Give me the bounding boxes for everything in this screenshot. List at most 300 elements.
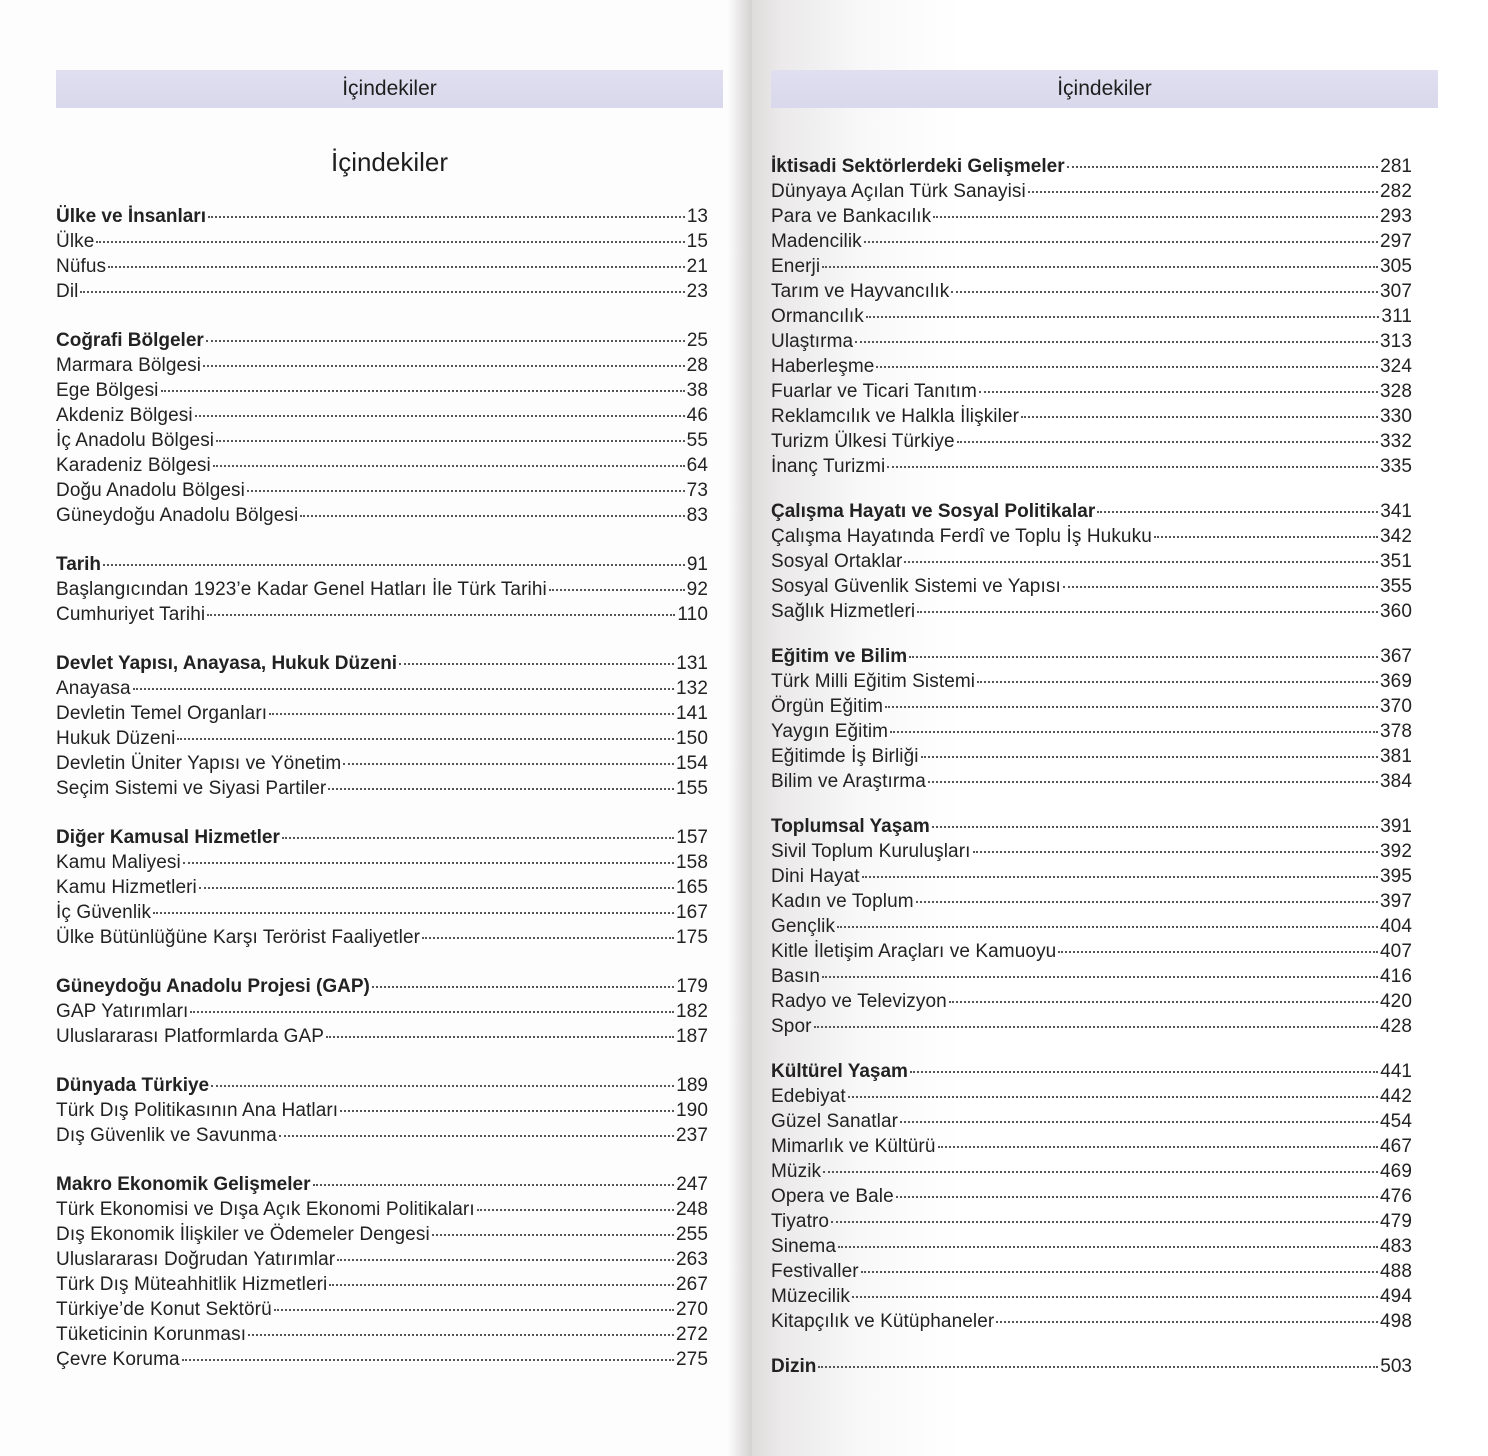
toc-entry[interactable] [56, 503, 708, 528]
page-number: 355 [1379, 576, 1412, 597]
page-number: 367 [1380, 646, 1412, 667]
dot-leader [216, 440, 685, 442]
page-number: 469 [1379, 1161, 1412, 1182]
entry-label: Devletin Temel Organları [56, 703, 268, 724]
entry-label: Dini Hayat [771, 866, 860, 887]
dot-leader [96, 241, 684, 243]
dot-leader [904, 561, 1378, 563]
toc-entry[interactable] [771, 864, 1412, 889]
toc-section-heading[interactable] [56, 552, 708, 577]
dot-leader [831, 1221, 1378, 1223]
entry-label: Kadın ve Toplum [771, 891, 914, 912]
entry-label: Türk Dış Politikasının Ana Hatları [56, 1100, 339, 1121]
dot-leader [477, 1209, 674, 1211]
dot-leader [182, 1359, 674, 1361]
page-number: 247 [676, 1174, 708, 1195]
toc-section-heading[interactable] [771, 499, 1412, 524]
dot-leader [153, 912, 674, 914]
dot-leader [928, 781, 1378, 783]
entry-label: Tiyatro [771, 1211, 830, 1232]
toc-entry[interactable] [771, 1014, 1412, 1039]
toc-entry[interactable] [56, 925, 708, 950]
toc-entry[interactable] [56, 1098, 708, 1123]
toc-entry[interactable] [771, 304, 1412, 329]
dot-leader [837, 926, 1378, 928]
entry-label: Dış Ekonomik İlişkiler ve Ödemeler Dengesi [56, 1224, 430, 1245]
page-number: 131 [676, 653, 708, 674]
toc-entry[interactable] [771, 1284, 1412, 1309]
entry-label: Edebiyat [771, 1086, 846, 1107]
toc-entry[interactable] [771, 989, 1412, 1014]
dot-leader [973, 851, 1378, 853]
section-title: Dizin [771, 1356, 817, 1377]
table-of-contents [771, 154, 1412, 1399]
entry-label: Tüketicinin Korunması [56, 1324, 247, 1345]
dot-leader [80, 291, 684, 293]
toc-entry[interactable] [56, 279, 708, 304]
toc-entry[interactable] [56, 1247, 708, 1272]
entry-label: Güzel Sanatlar [771, 1111, 899, 1132]
page-number: 328 [1379, 381, 1412, 402]
page-number: 330 [1379, 406, 1412, 427]
toc-entry[interactable] [56, 726, 708, 751]
toc-entry[interactable] [771, 939, 1412, 964]
dot-leader [203, 365, 685, 367]
toc-entry[interactable] [771, 329, 1412, 354]
dot-leader [549, 589, 685, 591]
entry-label: Türk Milli Eğitim Sistemi [771, 671, 976, 692]
page-number: 360 [1379, 601, 1412, 622]
toc-entry[interactable] [771, 719, 1412, 744]
page-number: 381 [1379, 746, 1412, 767]
page-number: 311 [1381, 306, 1412, 327]
entry-label: Marmara Bölgesi [56, 355, 202, 376]
toc-entry[interactable] [56, 478, 708, 503]
toc-section [56, 1073, 708, 1148]
toc-entry[interactable] [771, 769, 1412, 794]
toc-section-heading[interactable] [56, 974, 708, 999]
dot-leader [161, 390, 685, 392]
toc-entry[interactable] [56, 751, 708, 776]
page-number: 479 [1379, 1211, 1412, 1232]
toc-entry[interactable] [56, 776, 708, 801]
page-number: 64 [686, 455, 708, 476]
page-number: 407 [1379, 941, 1412, 962]
page-number: 454 [1379, 1111, 1412, 1132]
toc-entry[interactable] [771, 354, 1412, 379]
toc-entry[interactable] [771, 204, 1412, 229]
entry-label: Madencilik [771, 231, 862, 252]
entry-label: Türk Dış Müteahhitlik Hizmetleri [56, 1274, 328, 1295]
toc-entry[interactable] [771, 669, 1412, 694]
dot-leader [866, 316, 1380, 318]
page-number: 332 [1379, 431, 1412, 452]
page-number: 55 [686, 430, 708, 451]
toc-section-heading[interactable] [771, 154, 1412, 179]
dot-leader [282, 837, 674, 839]
toc-entry[interactable] [771, 889, 1412, 914]
dot-leader [862, 876, 1378, 878]
page-number: 182 [675, 1001, 708, 1022]
entry-label: Karadeniz Bölgesi [56, 455, 211, 476]
section-title: Çalışma Hayatı ve Sosyal Politikalar [771, 501, 1096, 522]
toc-entry[interactable] [771, 1184, 1412, 1209]
toc-entry[interactable] [56, 900, 708, 925]
page-number: 189 [676, 1075, 708, 1096]
section-title: Dünyada Türkiye [56, 1075, 210, 1096]
toc-section [56, 825, 708, 950]
entry-label: Kamu Hizmetleri [56, 877, 197, 898]
entry-label: Seçim Sistemi ve Siyasi Partiler [56, 778, 327, 799]
page-number: 281 [1380, 156, 1412, 177]
toc-entry[interactable] [56, 1347, 708, 1372]
toc-entry[interactable] [56, 453, 708, 478]
entry-label: Ulaştırma [771, 331, 854, 352]
toc-entry[interactable] [771, 1234, 1412, 1259]
dot-leader [103, 564, 685, 566]
page-number: 187 [675, 1026, 708, 1047]
dot-leader [213, 465, 685, 467]
dot-leader [337, 1259, 674, 1261]
dot-leader [855, 341, 1378, 343]
page-number: 392 [1379, 841, 1412, 862]
toc-entry[interactable] [771, 1159, 1412, 1184]
entry-label: Festivaller [771, 1261, 859, 1282]
dot-leader [916, 901, 1378, 903]
page-number: 91 [686, 554, 708, 575]
toc-entry[interactable] [771, 254, 1412, 279]
entry-label: Ülke Bütünlüğüne Karşı Terörist Faaliyetler [56, 927, 421, 948]
dot-leader [340, 1110, 674, 1112]
toc-section-heading[interactable] [56, 1073, 708, 1098]
entry-label: Nüfus [56, 256, 107, 277]
dot-leader [329, 1284, 674, 1286]
toc-section [56, 552, 708, 627]
toc-entry[interactable] [771, 1309, 1412, 1334]
toc-entry[interactable] [771, 229, 1412, 254]
toc-entry[interactable] [771, 1259, 1412, 1284]
page-number: 270 [675, 1299, 708, 1320]
entry-label: Gençlik [771, 916, 836, 937]
page-number: 28 [686, 355, 708, 376]
toc-section [771, 1354, 1412, 1379]
entry-label: Sosyal Güvenlik Sistemi ve Yapısı [771, 576, 1061, 597]
dot-leader [1067, 166, 1379, 168]
toc-entry[interactable] [56, 875, 708, 900]
entry-label: Para ve Bankacılık [771, 206, 932, 227]
toc-section [56, 651, 708, 801]
entry-label: Tarım ve Hayvancılık [771, 281, 950, 302]
toc-section [56, 974, 708, 1049]
page-number: 255 [675, 1224, 708, 1245]
entry-label: Sağlık Hizmetleri [771, 601, 916, 622]
toc-section-heading[interactable] [56, 328, 708, 353]
page-number: 155 [675, 778, 708, 799]
toc-section-heading[interactable] [771, 1059, 1412, 1084]
toc-section-heading[interactable] [56, 1172, 708, 1197]
entry-label: Bilim ve Araştırma [771, 771, 926, 792]
toc-entry[interactable] [56, 1297, 708, 1322]
toc-entry[interactable] [56, 1222, 708, 1247]
dot-leader [949, 1001, 1378, 1003]
dot-leader [248, 1334, 674, 1336]
dot-leader [1063, 586, 1378, 588]
entry-label: Turizm Ülkesi Türkiye [771, 431, 955, 452]
toc-section-heading[interactable] [771, 814, 1412, 839]
page-number: 21 [686, 256, 708, 277]
page-number: 141 [675, 703, 708, 724]
section-title: Güneydoğu Anadolu Projesi (GAP) [56, 976, 370, 997]
page-number: 324 [1379, 356, 1412, 377]
dot-leader [274, 1309, 674, 1311]
section-title: İktisadi Sektörlerdeki Gelişmeler [771, 156, 1065, 177]
toc-section-heading[interactable] [56, 651, 708, 676]
page-number: 248 [675, 1199, 708, 1220]
toc-entry[interactable] [771, 914, 1412, 939]
page-number: 384 [1379, 771, 1412, 792]
entry-label: Mimarlık ve Kültürü [771, 1136, 936, 1157]
toc-entry[interactable] [771, 524, 1412, 549]
entry-label: İç Anadolu Bölgesi [56, 430, 215, 451]
toc-entry[interactable] [771, 454, 1412, 479]
toc-section [56, 328, 708, 528]
toc-entry[interactable] [771, 839, 1412, 864]
toc-entry[interactable] [771, 599, 1412, 624]
dot-leader [822, 266, 1378, 268]
toc-entry[interactable] [56, 1197, 708, 1222]
entry-label: Haberleşme [771, 356, 875, 377]
page-number: 476 [1379, 1186, 1412, 1207]
entry-label: Kitle İletişim Araçları ve Kamuoyu [771, 941, 1057, 962]
page-number: 335 [1379, 456, 1412, 477]
page-number: 13 [686, 206, 708, 227]
dot-leader [814, 1026, 1378, 1028]
page-number: 23 [686, 281, 708, 302]
entry-label: Radyo ve Televizyon [771, 991, 947, 1012]
toc-entry[interactable] [56, 602, 708, 627]
page-number: 25 [686, 330, 708, 351]
toc-entry[interactable] [771, 279, 1412, 304]
dot-leader [838, 1246, 1378, 1248]
running-header: İçindekiler [771, 70, 1438, 108]
section-title: Ülke ve İnsanları [56, 206, 206, 227]
page-number: 307 [1379, 281, 1412, 302]
toc-entry[interactable] [56, 1322, 708, 1347]
dot-leader [313, 1184, 675, 1186]
page-number: 267 [675, 1274, 708, 1295]
dot-leader [909, 656, 1378, 658]
dot-leader [1097, 511, 1378, 513]
toc-section [771, 499, 1412, 624]
toc-entry[interactable] [56, 577, 708, 602]
dot-leader [206, 340, 685, 342]
entry-label: Güneydoğu Anadolu Bölgesi [56, 505, 299, 526]
page-number: 38 [686, 380, 708, 401]
toc-section-heading[interactable] [771, 1354, 1412, 1379]
page-number: 272 [675, 1324, 708, 1345]
page-number: 154 [675, 753, 708, 774]
dot-leader [977, 681, 1378, 683]
dot-leader [848, 1096, 1378, 1098]
toc-entry[interactable] [771, 1109, 1412, 1134]
entry-label: Ülke [56, 231, 95, 252]
dot-leader [1028, 191, 1378, 193]
dot-leader [861, 1271, 1378, 1273]
entry-label: İnanç Turizmi [771, 456, 886, 477]
toc-section-heading[interactable] [56, 825, 708, 850]
toc-entry[interactable] [56, 353, 708, 378]
page-number: 378 [1379, 721, 1412, 742]
toc-section [771, 154, 1412, 479]
page-number: 442 [1379, 1086, 1412, 1107]
page-number: 305 [1379, 256, 1412, 277]
dot-leader [133, 688, 674, 690]
toc-entry[interactable] [56, 850, 708, 875]
dot-leader [207, 614, 675, 616]
page-number: 190 [675, 1100, 708, 1121]
page-number: 488 [1379, 1261, 1412, 1282]
dot-leader [900, 1121, 1378, 1123]
toc-entry[interactable] [771, 1084, 1412, 1109]
page-number: 420 [1379, 991, 1412, 1012]
entry-label: Uluslararası Platformlarda GAP [56, 1026, 325, 1047]
page-number: 46 [686, 405, 708, 426]
entry-label: Müzecilik [771, 1286, 851, 1307]
dot-leader [852, 1296, 1378, 1298]
entry-label: Fuarlar ve Ticari Tanıtım [771, 381, 977, 402]
page-number: 275 [675, 1349, 708, 1370]
entry-label: Enerji [771, 256, 821, 277]
entry-label: Yaygın Eğitim [771, 721, 889, 742]
page-number: 132 [675, 678, 708, 699]
dot-leader [343, 763, 674, 765]
page-number: 165 [675, 877, 708, 898]
page-number: 467 [1379, 1136, 1412, 1157]
toc-entry[interactable] [56, 1123, 708, 1148]
entry-label: GAP Yatırımları [56, 1001, 189, 1022]
page-number: 150 [675, 728, 708, 749]
dot-leader [269, 713, 674, 715]
toc-entry[interactable] [771, 744, 1412, 769]
toc-section [56, 204, 708, 304]
toc-entry[interactable] [56, 229, 708, 254]
dot-leader [300, 515, 684, 517]
page-number: 503 [1380, 1356, 1412, 1377]
entry-label: Spor [771, 1016, 812, 1037]
dot-leader [183, 862, 674, 864]
page-number: 370 [1379, 696, 1412, 717]
toc-entry[interactable] [771, 1134, 1412, 1159]
toc-section [56, 1172, 708, 1372]
entry-label: Başlangıcından 1923’e Kadar Genel Hatları İle Türk Tarihi [56, 579, 547, 600]
dot-leader [190, 1011, 674, 1013]
toc-section-heading[interactable] [771, 644, 1412, 669]
toc-entry[interactable] [56, 428, 708, 453]
toc-entry[interactable] [56, 378, 708, 403]
page-number: 369 [1379, 671, 1412, 692]
dot-leader [1058, 951, 1378, 953]
entry-label: Çalışma Hayatında Ferdî ve Toplu İş Hukuku [771, 526, 1152, 547]
toc-entry[interactable] [771, 179, 1412, 204]
page-number: 342 [1379, 526, 1412, 547]
dot-leader [208, 216, 685, 218]
entry-label: Devletin Üniter Yapısı ve Yönetim [56, 753, 342, 774]
toc-entry[interactable] [56, 999, 708, 1024]
dot-leader [195, 415, 685, 417]
page-number: 158 [675, 852, 708, 873]
dot-leader [822, 976, 1378, 978]
page-number: 110 [677, 604, 708, 625]
toc-entry[interactable] [56, 403, 708, 428]
entry-label: Örgün Eğitim [771, 696, 884, 717]
entry-label: Cumhuriyet Tarihi [56, 604, 206, 625]
toc-entry[interactable] [771, 1209, 1412, 1234]
section-title: Tarih [56, 554, 102, 575]
section-title: Kültürel Yaşam [771, 1061, 908, 1082]
dot-leader [938, 1146, 1378, 1148]
page-number: 179 [676, 976, 708, 997]
entry-label: Akdeniz Bölgesi [56, 405, 193, 426]
page-number: 282 [1379, 181, 1412, 202]
entry-label: Çevre Koruma [56, 1349, 180, 1370]
toc-entry[interactable] [771, 964, 1412, 989]
toc-entry[interactable] [56, 254, 708, 279]
dot-leader [932, 826, 1379, 828]
dot-leader [951, 291, 1378, 293]
dot-leader [199, 887, 674, 889]
dot-leader [887, 466, 1378, 468]
toc-entry[interactable] [771, 694, 1412, 719]
toc-entry[interactable] [56, 701, 708, 726]
dot-leader [247, 490, 685, 492]
dot-leader [876, 366, 1378, 368]
page-number: 175 [675, 927, 708, 948]
section-title: Coğrafi Bölgeler [56, 330, 204, 351]
entry-label: Sivil Toplum Kuruluşları [771, 841, 971, 862]
section-title: Toplumsal Yaşam [771, 816, 930, 837]
dot-leader [921, 756, 1378, 758]
toc-entry[interactable] [771, 574, 1412, 599]
page-number: 92 [686, 579, 708, 600]
section-title: Diğer Kamusal Hizmetler [56, 827, 280, 848]
toc-entry[interactable] [771, 404, 1412, 429]
dot-leader [885, 706, 1378, 708]
toc-entry[interactable] [56, 676, 708, 701]
toc-entry[interactable] [771, 379, 1412, 404]
toc-entry[interactable] [56, 1024, 708, 1049]
entry-label: Türkiye’de Konut Sektörü [56, 1299, 272, 1320]
dot-leader [326, 1036, 674, 1038]
toc-section [771, 1059, 1412, 1334]
entry-label: Müzik [771, 1161, 822, 1182]
dot-leader [279, 1135, 674, 1137]
entry-label: Hukuk Düzeni [56, 728, 176, 749]
section-title: Makro Ekonomik Gelişmeler [56, 1174, 311, 1195]
section-title: Eğitim ve Bilim [771, 646, 908, 667]
toc-section-heading[interactable] [56, 204, 708, 229]
dot-leader [177, 738, 674, 740]
entry-label: Doğu Anadolu Bölgesi [56, 480, 245, 501]
entry-label: Basın [771, 966, 821, 987]
entry-label: Dünyaya Açılan Türk Sanayisi [771, 181, 1026, 202]
toc-entry[interactable] [771, 429, 1412, 454]
dot-leader [910, 1071, 1378, 1073]
toc-entry[interactable] [56, 1272, 708, 1297]
entry-label: Sinema [771, 1236, 837, 1257]
toc-entry[interactable] [771, 549, 1412, 574]
entry-label: Ege Bölgesi [56, 380, 159, 401]
dot-leader [1021, 416, 1378, 418]
